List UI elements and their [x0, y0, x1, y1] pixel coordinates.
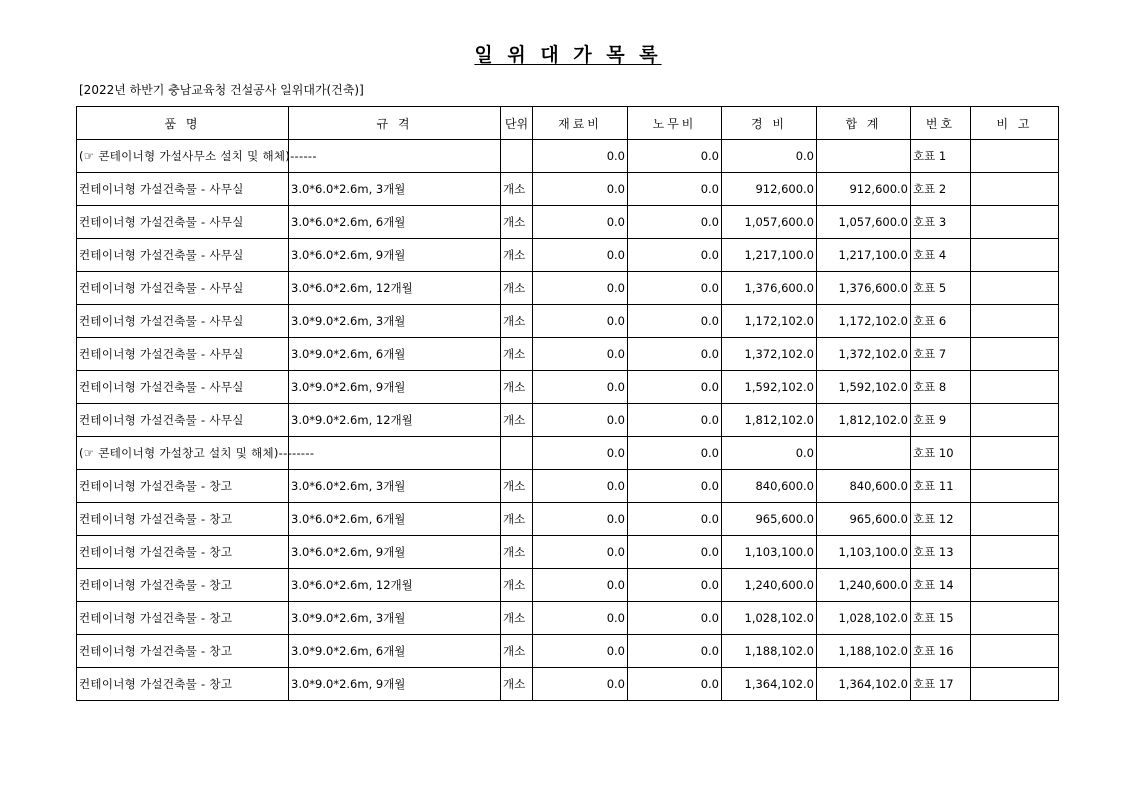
cell-labor: 0.0	[628, 206, 722, 239]
cell-labor: 0.0	[628, 470, 722, 503]
cell-ref: 호표 15	[911, 602, 971, 635]
cell-total: 1,812,102.0	[817, 404, 911, 437]
table-row	[77, 404, 1059, 437]
table-row	[77, 503, 1059, 536]
cell-labor: 0.0	[628, 239, 722, 272]
cell-spec: 3.0*9.0*2.6m, 12개월	[289, 404, 501, 437]
cell-expense: 1,592,102.0	[722, 371, 817, 404]
cell-spec: 3.0*6.0*2.6m, 3개월	[289, 470, 501, 503]
table-body	[77, 140, 1059, 701]
table-row	[77, 140, 1059, 173]
cell-unit: 개소	[501, 536, 533, 569]
cell-expense: 0.0	[722, 437, 817, 470]
cell-ref: 호표 3	[911, 206, 971, 239]
cell-spec: 3.0*6.0*2.6m, 12개월	[289, 272, 501, 305]
cell-expense: 1,364,102.0	[722, 668, 817, 701]
cell-material: 0.0	[533, 305, 628, 338]
cell-material: 0.0	[533, 239, 628, 272]
cell-unit: 개소	[501, 470, 533, 503]
cell-ref: 호표 10	[911, 437, 971, 470]
cell-total: 1,376,600.0	[817, 272, 911, 305]
cell-name: 컨테이너형 가설건축물 - 창고	[77, 503, 289, 536]
cell-unit: 개소	[501, 668, 533, 701]
cell-expense: 1,812,102.0	[722, 404, 817, 437]
cell-ref: 호표 1	[911, 140, 971, 173]
document-title-text: 일 위 대 가 목 록	[474, 44, 662, 66]
table-header-row	[77, 107, 1059, 140]
cell-material: 0.0	[533, 338, 628, 371]
cell-spec: 3.0*6.0*2.6m, 9개월	[289, 536, 501, 569]
cell-unit: 개소	[501, 206, 533, 239]
cell-note	[971, 239, 1059, 272]
cell-total: 1,217,100.0	[817, 239, 911, 272]
cell-name: 컨테이너형 가설건축물 - 창고	[77, 470, 289, 503]
cell-labor: 0.0	[628, 404, 722, 437]
cell-spec: 3.0*6.0*2.6m, 9개월	[289, 239, 501, 272]
cell-spec: 3.0*9.0*2.6m, 6개월	[289, 338, 501, 371]
cell-unit	[501, 437, 533, 470]
cell-labor: 0.0	[628, 668, 722, 701]
cell-name: (☞ 콘테이너형 가설사무소 설치 및 해체)------	[77, 140, 289, 173]
cell-name: (☞ 콘테이너형 가설창고 설치 및 해체)--------	[77, 437, 289, 470]
cell-expense: 1,188,102.0	[722, 635, 817, 668]
cell-expense: 1,172,102.0	[722, 305, 817, 338]
cell-labor: 0.0	[628, 140, 722, 173]
cell-name: 컨테이너형 가설건축물 - 사무실	[77, 206, 289, 239]
cell-name: 컨테이너형 가설건축물 - 사무실	[77, 239, 289, 272]
cell-ref: 호표 13	[911, 536, 971, 569]
cell-total: 840,600.0	[817, 470, 911, 503]
cell-expense: 1,057,600.0	[722, 206, 817, 239]
table-row	[77, 272, 1059, 305]
cell-labor: 0.0	[628, 635, 722, 668]
cell-expense: 1,103,100.0	[722, 536, 817, 569]
cell-note	[971, 272, 1059, 305]
cell-note	[971, 371, 1059, 404]
header-total: 합 계	[817, 107, 911, 140]
table-row	[77, 470, 1059, 503]
table-row	[77, 602, 1059, 635]
table-row	[77, 668, 1059, 701]
cell-material: 0.0	[533, 569, 628, 602]
cell-name: 컨테이너형 가설건축물 - 창고	[77, 536, 289, 569]
table-row	[77, 338, 1059, 371]
header-labor: 노무비	[628, 107, 722, 140]
cell-ref: 호표 17	[911, 668, 971, 701]
cell-expense: 840,600.0	[722, 470, 817, 503]
cell-note	[971, 635, 1059, 668]
cell-total: 1,057,600.0	[817, 206, 911, 239]
table-row	[77, 173, 1059, 206]
cell-spec	[289, 437, 501, 470]
cell-expense: 1,240,600.0	[722, 569, 817, 602]
cell-total: 1,188,102.0	[817, 635, 911, 668]
cell-spec: 3.0*9.0*2.6m, 3개월	[289, 602, 501, 635]
cell-unit: 개소	[501, 173, 533, 206]
cell-spec: 3.0*6.0*2.6m, 6개월	[289, 206, 501, 239]
cell-unit: 개소	[501, 602, 533, 635]
table-row	[77, 239, 1059, 272]
cell-unit	[501, 140, 533, 173]
cell-expense: 1,376,600.0	[722, 272, 817, 305]
cell-name: 컨테이너형 가설건축물 - 사무실	[77, 272, 289, 305]
cell-note	[971, 140, 1059, 173]
cell-total: 1,364,102.0	[817, 668, 911, 701]
cell-unit: 개소	[501, 305, 533, 338]
cell-unit: 개소	[501, 503, 533, 536]
cell-expense: 1,217,100.0	[722, 239, 817, 272]
cell-unit: 개소	[501, 371, 533, 404]
cell-note	[971, 437, 1059, 470]
cell-expense: 1,372,102.0	[722, 338, 817, 371]
cell-labor: 0.0	[628, 536, 722, 569]
table-row	[77, 437, 1059, 470]
cell-note	[971, 569, 1059, 602]
header-spec: 규 격	[289, 107, 501, 140]
cell-spec: 3.0*9.0*2.6m, 3개월	[289, 305, 501, 338]
cell-spec	[289, 140, 501, 173]
cell-note	[971, 536, 1059, 569]
cell-spec: 3.0*6.0*2.6m, 6개월	[289, 503, 501, 536]
cell-total: 1,372,102.0	[817, 338, 911, 371]
cell-unit: 개소	[501, 338, 533, 371]
document-subtitle: [2022년 하반기 충남교육청 건설공사 일위대가(건축)]	[79, 83, 364, 97]
cell-total	[817, 140, 911, 173]
cell-note	[971, 470, 1059, 503]
cell-ref: 호표 2	[911, 173, 971, 206]
cell-spec: 3.0*9.0*2.6m, 9개월	[289, 371, 501, 404]
cell-labor: 0.0	[628, 602, 722, 635]
cell-ref: 호표 14	[911, 569, 971, 602]
cell-material: 0.0	[533, 635, 628, 668]
cell-material: 0.0	[533, 602, 628, 635]
cell-name: 컨테이너형 가설건축물 - 창고	[77, 635, 289, 668]
table-row	[77, 206, 1059, 239]
cell-spec: 3.0*6.0*2.6m, 12개월	[289, 569, 501, 602]
cell-labor: 0.0	[628, 173, 722, 206]
header-expense: 경 비	[722, 107, 817, 140]
cell-total: 1,028,102.0	[817, 602, 911, 635]
cell-labor: 0.0	[628, 338, 722, 371]
cell-ref: 호표 8	[911, 371, 971, 404]
cell-unit: 개소	[501, 569, 533, 602]
table-row	[77, 305, 1059, 338]
cell-material: 0.0	[533, 173, 628, 206]
cell-spec: 3.0*9.0*2.6m, 6개월	[289, 635, 501, 668]
cell-note	[971, 173, 1059, 206]
cell-labor: 0.0	[628, 569, 722, 602]
cell-ref: 호표 9	[911, 404, 971, 437]
cell-name: 컨테이너형 가설건축물 - 창고	[77, 569, 289, 602]
table-row	[77, 536, 1059, 569]
cell-total: 1,103,100.0	[817, 536, 911, 569]
cell-material: 0.0	[533, 503, 628, 536]
cell-name: 컨테이너형 가설건축물 - 사무실	[77, 305, 289, 338]
header-material: 재료비	[533, 107, 628, 140]
cell-ref: 호표 4	[911, 239, 971, 272]
cell-total: 1,592,102.0	[817, 371, 911, 404]
cell-name: 컨테이너형 가설건축물 - 사무실	[77, 338, 289, 371]
cell-name: 컨테이너형 가설건축물 - 사무실	[77, 404, 289, 437]
cell-material: 0.0	[533, 536, 628, 569]
cell-expense: 1,028,102.0	[722, 602, 817, 635]
cell-labor: 0.0	[628, 272, 722, 305]
cell-material: 0.0	[533, 470, 628, 503]
cell-total: 965,600.0	[817, 503, 911, 536]
cell-note	[971, 404, 1059, 437]
cell-labor: 0.0	[628, 305, 722, 338]
cell-material: 0.0	[533, 404, 628, 437]
cell-note	[971, 602, 1059, 635]
cell-note	[971, 503, 1059, 536]
cell-name: 컨테이너형 가설건축물 - 창고	[77, 602, 289, 635]
cell-ref: 호표 11	[911, 470, 971, 503]
table-row	[77, 371, 1059, 404]
header-note: 비 고	[971, 107, 1059, 140]
table-row	[77, 635, 1059, 668]
cell-unit: 개소	[501, 272, 533, 305]
cell-total: 1,172,102.0	[817, 305, 911, 338]
cell-unit: 개소	[501, 404, 533, 437]
cell-note	[971, 338, 1059, 371]
cell-unit: 개소	[501, 635, 533, 668]
header-name: 품 명	[77, 107, 289, 140]
cell-ref: 호표 6	[911, 305, 971, 338]
header-unit: 단위	[501, 107, 533, 140]
cell-total: 1,240,600.0	[817, 569, 911, 602]
header-ref: 번호	[911, 107, 971, 140]
cell-spec: 3.0*6.0*2.6m, 3개월	[289, 173, 501, 206]
cell-material: 0.0	[533, 140, 628, 173]
cell-note	[971, 668, 1059, 701]
cell-labor: 0.0	[628, 503, 722, 536]
cell-expense: 0.0	[722, 140, 817, 173]
unit-price-table	[76, 106, 1059, 701]
cell-material: 0.0	[533, 437, 628, 470]
cell-material: 0.0	[533, 668, 628, 701]
table-row	[77, 569, 1059, 602]
cell-spec: 3.0*9.0*2.6m, 9개월	[289, 668, 501, 701]
cell-total	[817, 437, 911, 470]
cell-material: 0.0	[533, 371, 628, 404]
cell-name: 컨테이너형 가설건축물 - 사무실	[77, 371, 289, 404]
cell-labor: 0.0	[628, 437, 722, 470]
cell-name: 컨테이너형 가설건축물 - 창고	[77, 668, 289, 701]
cell-ref: 호표 5	[911, 272, 971, 305]
cell-labor: 0.0	[628, 371, 722, 404]
cell-ref: 호표 12	[911, 503, 971, 536]
cell-note	[971, 206, 1059, 239]
document-title	[0, 40, 1136, 67]
cell-material: 0.0	[533, 272, 628, 305]
cell-name: 컨테이너형 가설건축물 - 사무실	[77, 173, 289, 206]
cell-expense: 965,600.0	[722, 503, 817, 536]
cell-ref: 호표 16	[911, 635, 971, 668]
cell-material: 0.0	[533, 206, 628, 239]
cell-note	[971, 305, 1059, 338]
cell-ref: 호표 7	[911, 338, 971, 371]
cell-unit: 개소	[501, 239, 533, 272]
cell-expense: 912,600.0	[722, 173, 817, 206]
cell-total: 912,600.0	[817, 173, 911, 206]
